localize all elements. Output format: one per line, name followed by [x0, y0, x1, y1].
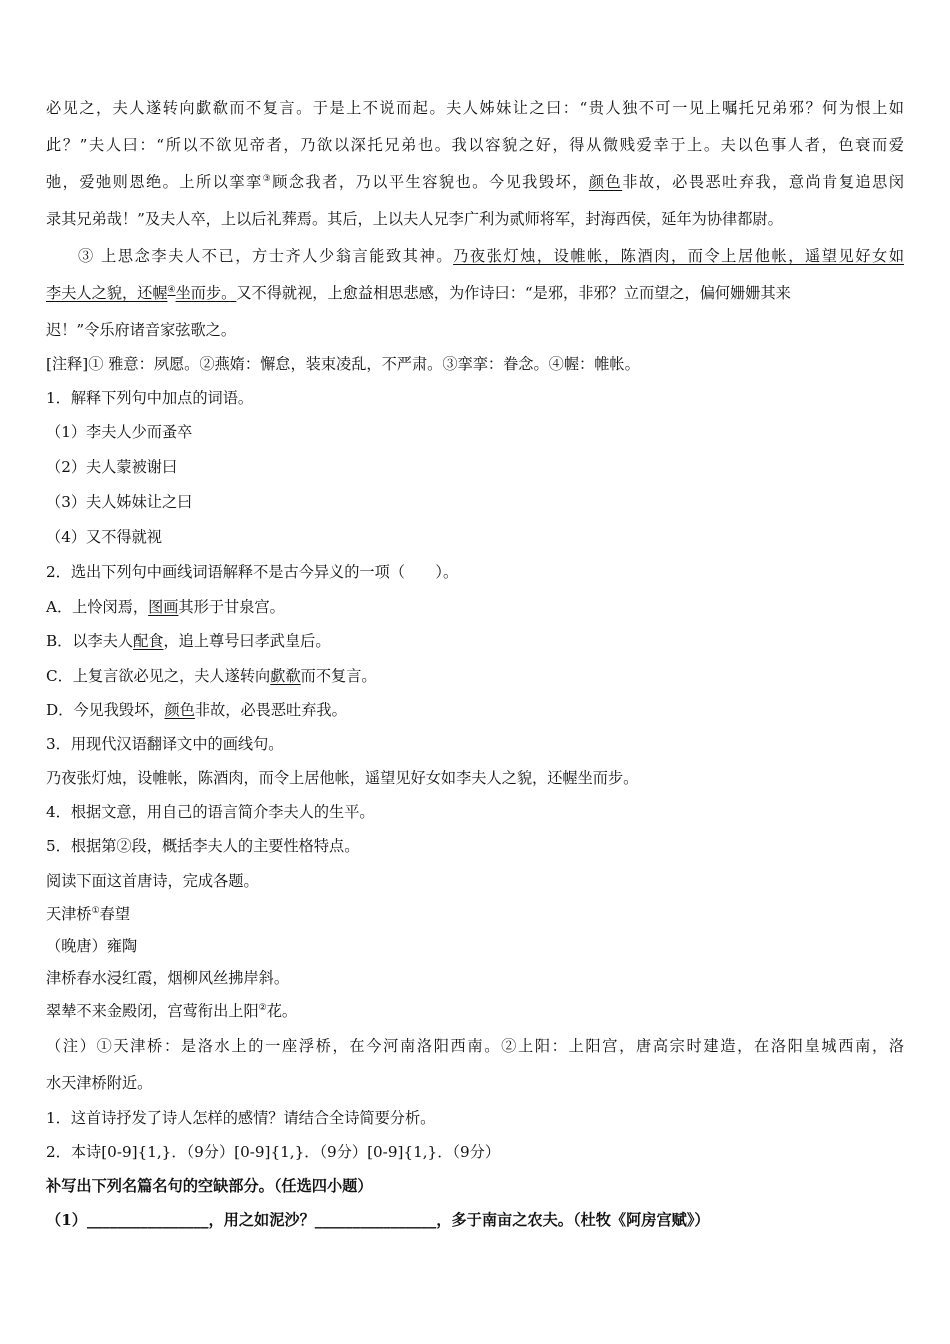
- question-3: 3．用现代汉语翻译文中的画线句。: [46, 735, 284, 753]
- passage-line-1: 必见之，夫人遂转向歔欷而不复言。于是上不说而起。夫人姊妹让之曰：“贵人独不可一见上嘱托兄弟邪？何为恨上如: [46, 99, 904, 117]
- question-3-text: 乃夜张灯烛，设帷帐，陈酒肉，而令上居他帐，遥望见好女如李夫人之貌，还幄坐而步。: [46, 769, 639, 787]
- question-1-item-2: （2）夫人蒙被谢曰: [46, 458, 178, 476]
- poem-line-2: 翠辇不来金殿闭，宫莺衔出上阳②花。: [46, 1002, 298, 1020]
- poem-note-1: （注）①天津桥：是洛水上的一座浮桥，在今河南洛阳西南。②上阳：上阳宫，唐高宗时建造，在洛阳皇城西南，洛: [46, 1037, 904, 1055]
- option-c: C．上复言欲必见之，夫人遂转向歔欷而不复言。: [46, 667, 377, 685]
- poem-author: （晚唐）雍陶: [46, 937, 138, 955]
- poem-title: 天津桥①春望: [46, 905, 131, 923]
- passage-line-6: 李夫人之貌，还幄④坐而步。又不得就视，上愈益相思悲感，为作诗曰：“是邪，非邪？立而望之，偏何姗姗其来: [46, 284, 791, 302]
- question-1-item-4: （4）又不得就视: [46, 528, 162, 546]
- question-2: 2．选出下列句中画线词语解释不是古今异义的一项（ ）。: [46, 563, 459, 581]
- poem-note-2: 水天津桥附近。: [46, 1074, 153, 1092]
- option-b: B．以李夫人配食，追上尊号曰孝武皇后。: [46, 632, 331, 650]
- poem-intro: 阅读下面这首唐诗，完成各题。: [46, 872, 259, 890]
- passage-line-2: 此？”夫人曰：“所以不欲见帝者，乃欲以深托兄弟也。我以容貌之好，得从微贱爱幸于上。夫以色事人者，色衰而爱: [46, 136, 904, 154]
- option-a: A．上怜闵焉，图画其形于甘泉宫。: [46, 598, 285, 616]
- passage-line-4: 录其兄弟哉！”及夫人卒，上以后礼葬焉。其后，上以夫人兄李广利为贰师将军，封海西侯，延年为协律都尉。: [46, 210, 783, 228]
- fill-heading: 补写出下列名篇名句的空缺部分。（任选四小题）: [46, 1177, 373, 1195]
- poem-question-1: 1．这首诗抒发了诗人怎样的感情？请结合全诗简要分析。: [46, 1109, 436, 1127]
- poem-question-2: 2．本诗[0-9]{1,}．（9分）[0-9]{1,}．（9分）[0-9]{1,}．（9分）: [46, 1143, 501, 1161]
- question-1-item-3: （3）夫人姊妹让之曰: [46, 493, 193, 511]
- poem-line-1: 津桥春水浸红霞，烟柳风丝拂岸斜。: [46, 969, 289, 987]
- question-4: 4．根据文意，用自己的语言简介李夫人的生平。: [46, 803, 375, 821]
- passage-line-7: 迟！”令乐府诸音家弦歌之。: [46, 321, 237, 339]
- question-1: 1．解释下列句中加点的词语。: [46, 389, 254, 407]
- option-d: D．今见我毁坏，颜色非故，必畏恶吐弃我。: [46, 701, 347, 719]
- fill-item-1: （1）________________，用之如泥沙？________________，多于南亩之农夫。（杜牧《阿房宫赋》）: [46, 1211, 710, 1229]
- passage-line-3: 弛，爱弛则恩绝。上所以挛挛③顾念我者，乃以平生容貌也。今见我毁坏，颜色非故，必畏恶吐弃我，意尚肯复追思闵: [46, 173, 905, 191]
- question-1-item-1: （1）李夫人少而蚤卒: [46, 423, 193, 441]
- passage-line-5: ③ 上思念李夫人不已，方士齐人少翁言能致其神。乃夜张灯烛，设帷帐，陈酒肉，而令上居他帐，遥望见好女如: [78, 247, 905, 265]
- question-5: 5．根据第②段，概括李夫人的主要性格特点。: [46, 837, 360, 855]
- annotation-note: [注释]① 雅意：夙愿。②燕媠：懈怠，装束凌乱，不严肃。③挛挛：眷念。④幄：帷帐。: [46, 355, 640, 373]
